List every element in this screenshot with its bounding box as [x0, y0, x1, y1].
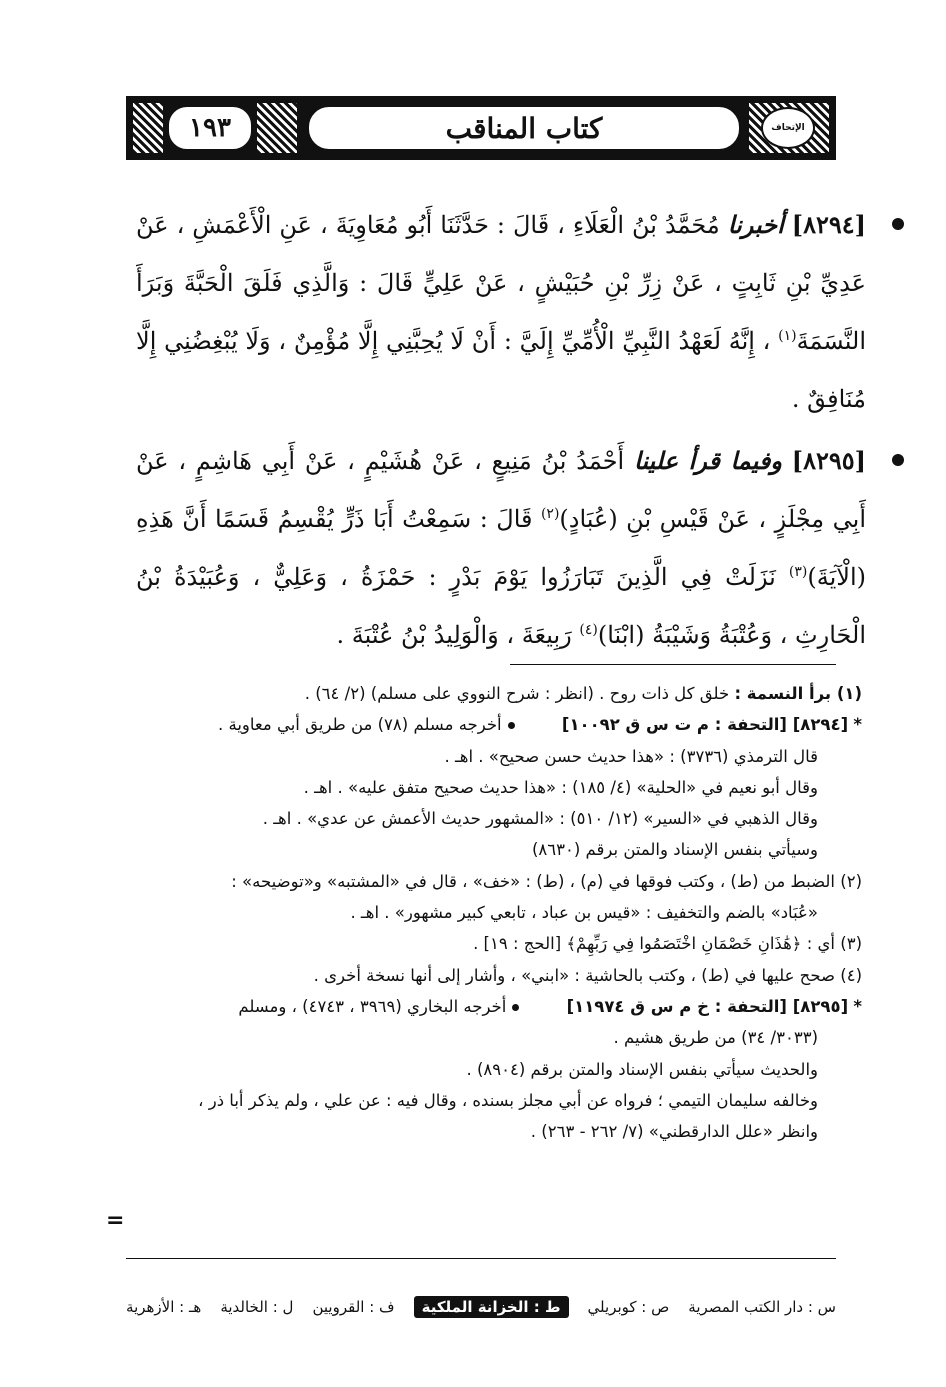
footnote-4: (٤) صحح عليها في (ط) ، وكتب بالحاشية : «ابني» ، وأشار إلى أنها نسخة أخرى .: [313, 965, 862, 985]
hadith-8294: [136, 196, 866, 428]
page-header: [126, 96, 836, 160]
takhrij-line: وسيأتي بنفس الإسناد والمتن برقم (٨٦٣٠): [531, 840, 818, 860]
takhrij-line: وخالفه سليمان التيمي ؛ فرواه عن أبي مجلز بسنده ، وقال فيه : عن علي ، ولم يذكر أبا ذر ،: [198, 1090, 818, 1110]
takhrij-line: والحديث سيأتي بنفس الإسناد والمتن برقم (٨٩٠٤) .: [466, 1059, 818, 1079]
footer-rule: [126, 1258, 836, 1259]
takhrij-line: قال الترمذي (٣٧٣٦) : «هذا حديث حسن صحيح» . اهـ .: [444, 746, 818, 766]
hadith-text: مُحَمَّدُ بْنُ الْعَلَاءِ ، قَالَ : حَدَّثَنَا أَبُو مُعَاوِيَةَ ، عَنِ الْأَعْمَشِ ، عَنْ عَدِيِّ بْنِ ثَابِتٍ ، عَنْ زِرِّ بْنِ حُبَيْشٍ ، عَنْ عَلِيٍّ قَالَ : وَالَّذِي فَلَقَ الْحَبَّةَ وَبَرَأَ النَّسَمَةَ: [136, 211, 866, 355]
hadith-text-2: قَالَ : سَمِعْتُ أَبَا ذَرٍّ يُقْسِمُ قَسَمًا أَنَّ هَذِهِ (الْآيَةَ): [136, 505, 866, 591]
key-fa: ف : القرويين: [312, 1298, 395, 1316]
hadith-text-continued: ، إِنَّهُ لَعَهْدُ النَّبِيِّ الْأُمِّيِّ إِلَيَّ : أَنْ لَا يُحِبَّنِي إِلَّا مُؤْمِنٌ ، وَلَا يُبْغِضُنِي إِلَّا مُنَافِقٌ .: [136, 327, 866, 413]
footnote-ref: (١): [778, 328, 797, 344]
bullet-icon: [508, 722, 515, 729]
takhrij-8294: * [٨٢٩٤] [التحفة : م ت س ق ١٠٠٩٢] أخرجه مسلم (٧٨) من طريق أبي معاوية .: [217, 715, 862, 735]
hadith-text-3: نَزَلَتْ فِي الَّذِينَ تَبَارَزُوا يَوْمَ بَدْرٍ : حَمْزَةُ ، وَعَلِيٌّ ، وَعُبَيْدَةُ بْنُ الْحَارِثِ ، وَعُتْبَةُ وَشَيْبَةُ (ابْنَا): [136, 563, 866, 649]
footnote-ref: (٤): [579, 622, 598, 638]
seal-logo-icon: الإتحاف: [761, 107, 815, 149]
footnote-divider: [510, 664, 836, 665]
footnote-2: (٢) الضبط من (ط) ، وكتب فوقها في (م) ، (ط) : «خف» ، قال في «المشتبه» و«توضيحه» :: [231, 871, 862, 891]
continuation-mark: =: [106, 1208, 125, 1233]
hadith-8295: [136, 432, 866, 664]
hadith-text-4: رَبِيعَةَ ، وَالْوَلِيدُ بْنُ عُتْبَةَ .: [336, 621, 572, 649]
bullet-icon: [512, 1004, 519, 1011]
ornament-left: [133, 103, 163, 153]
takhrij-line: وانظر «علل الدارقطني» (٧/ ٢٦٢ - ٢٦٣) .: [530, 1122, 818, 1142]
footnote-2-continued: «عُبَاد» بالضم والتخفيف : «قيس بن عباد ، تابعي كبير مشهور» . اهـ .: [350, 903, 818, 923]
footnote-ref: (٣): [788, 564, 808, 580]
key-s: س : دار الكتب المصرية: [688, 1298, 836, 1316]
takhrij-line: وقال أبو نعيم في «الحلية» (٤/ ١٨٥) : «هذا حديث صحيح متفق عليه» . اهـ .: [303, 777, 818, 797]
hadith-number: [٨٢٩٤]: [791, 210, 866, 239]
header-title-box: [307, 105, 741, 151]
key-ha: هـ : الأزهرية: [126, 1298, 202, 1316]
takhrij-line: وقال الذهبي في «السير» (١٢/ ٥١٠) : «المشهور حديث الأعمش عن عدي» . اهـ .: [262, 809, 818, 829]
hadith-number: [٨٢٩٥]: [791, 446, 866, 475]
takhrij-8295: * [٨٢٩٥] [التحفة : خ م س ق ١١٩٧٤] أخرجه البخاري (٣٩٦٩ ، ٤٧٤٣) ، ومسلم: [238, 996, 862, 1016]
footnote-ref: (٢): [540, 506, 560, 522]
takhrij-line: (٣٠٣٣/ ٣٤) من طريق هشيم .: [613, 1028, 818, 1048]
footnote-3: (٣) أي : ﴿هَٰذَانِ خَصْمَانِ اخْتَصَمُوا فِي رَبِّهِمْ﴾ [الحج : ١٩] .: [473, 934, 862, 954]
key-ta: ط : الخزانة الملكية: [414, 1296, 569, 1318]
bullet-icon: [892, 218, 904, 230]
hadith-lead: وفيما قرأ علينا: [634, 446, 782, 475]
hadith-text: أَحْمَدُ بْنُ مَنِيعٍ ، عَنْ هُشَيْمٍ ، عَنْ أَبِي هَاشِمٍ ، عَنْ أَبِي مِجْلَزٍ ، عَنْ قَيْسِ بْنِ (عُبَادٍ): [136, 447, 866, 533]
ornament-middle: [257, 103, 297, 153]
page-number: ١٩٣: [167, 105, 253, 151]
hadith-lead: أخبرنا: [727, 210, 784, 239]
key-lam: ل : الخالدية: [220, 1298, 294, 1316]
key-sad: ص : كوبريلي: [587, 1298, 670, 1316]
book-title: كتاب المناقب: [445, 111, 603, 145]
footnotes: [132, 678, 862, 1147]
footnote-1: (١) برأ النسمة : خلق كل ذات روح . (انظر : شرح النووي على مسلم) (٢/ ٦٤) .: [304, 684, 862, 703]
bullet-icon: [892, 454, 904, 466]
manuscript-key: [126, 1292, 836, 1322]
